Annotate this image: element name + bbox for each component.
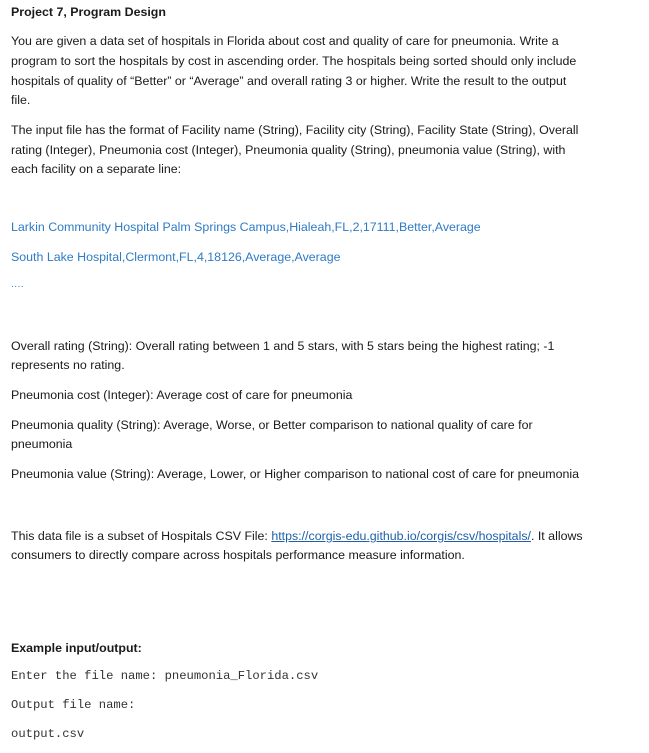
sample-record: Larkin Community Hospital Palm Springs Campus,Hialeah,FL,2,17111,Better,Average xyxy=(11,220,481,234)
intro-line: You are given a data set of hospitals in Florida about cost and quality of care for pneumonia. Write a xyxy=(11,34,559,48)
definition-pneumonia-cost: Pneumonia cost (Integer): Average cost of care for pneumonia xyxy=(11,388,353,402)
example-heading: Example input/output: xyxy=(11,641,142,655)
page-title: Project 7, Program Design xyxy=(11,5,166,19)
definition-pneumonia-quality: Pneumonia quality (String): Average, Worse, or Better comparison to national quality of care for xyxy=(11,418,533,432)
source-line xyxy=(11,528,583,545)
intro-line: program to sort the hospitals by cost in ascending order. The hospitals being sorted should only include xyxy=(11,54,577,68)
sample-record: South Lake Hospital,Clermont,FL,4,18126,Average,Average xyxy=(11,250,341,264)
source-line-2: consumers to directly compare across hospitals performance measure information. xyxy=(11,548,465,562)
source-suffix: . It allows xyxy=(530,529,583,543)
intro-line: file. xyxy=(11,93,31,107)
definition-overall-rating: Overall rating (String): Overall rating between 1 and 5 stars, with 5 stars being the highest rating; -1 xyxy=(11,339,555,353)
example-line: output.csv xyxy=(11,727,85,741)
format-line: each facility on a separate line: xyxy=(11,162,182,176)
example-line: Output file name: xyxy=(11,698,136,712)
source-prefix: This data file is a subset of Hospitals CSV File: xyxy=(11,529,272,543)
intro-line: hospitals of quality of “Better” or “Average” and overall rating 3 or higher. Write the result to the output xyxy=(11,74,567,88)
hospitals-csv-link[interactable]: https://corgis-edu.github.io/corgis/csv/hospitals/ xyxy=(271,529,531,543)
definition-overall-rating-cont: represents no rating. xyxy=(11,358,125,372)
format-line: rating (Integer), Pneumonia cost (Integer), Pneumonia quality (String), pneumonia value (String), with xyxy=(11,143,566,157)
definition-pneumonia-value: Pneumonia value (String): Average, Lower, or Higher comparison to national cost of care for pneumonia xyxy=(11,467,579,481)
ellipsis: .... xyxy=(11,279,25,290)
definition-pneumonia-quality-cont: pneumonia xyxy=(11,437,73,451)
format-line: The input file has the format of Facility name (String), Facility city (String), Facility State (String), Overall xyxy=(11,123,579,137)
example-line: Enter the file name: pneumonia_Florida.csv xyxy=(11,669,319,683)
